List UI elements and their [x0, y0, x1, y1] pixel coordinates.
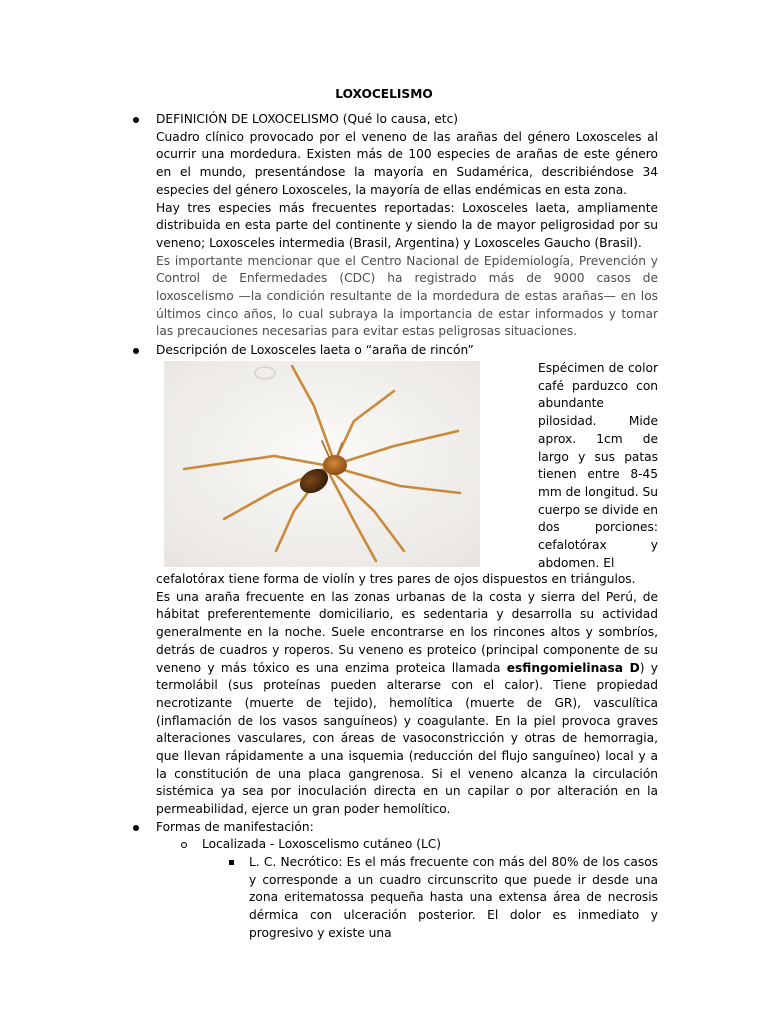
document-title: LOXOCELISMO — [335, 87, 433, 101]
necrotic-form-text: L. C. Necrótico: Es el más frecuente con más del 80% de los casos y corresponde a un cuadro circunscrito que puede ir desde una zona eritematossa pequeña hasta una extensa área de necrosis dérmica con ulceración posterior. El dolor es inmediato y progresivo y existe una — [249, 855, 658, 940]
bullet-circle — [181, 842, 187, 848]
definition-paragraph-2: Hay tres especies más frecuentes reportadas: Loxosceles laeta, ampliamente distribuida en esta parte del continente y siendo la de mayor peligrosidad por su veneno; Loxosceles intermedia (Brasil, Argentina) y Loxosceles Gaucho (Brasil). — [156, 200, 658, 250]
spider-icon — [164, 361, 480, 567]
habitat-paragraph — [156, 589, 658, 819]
definition-paragraph-1: Cuadro clínico provocado por el veneno de las arañas del género Loxosceles al ocurrir una mordedura. Existen más de 100 especies de arañas de este género en el mundo, presentándose la mayoría en Sudamérica, describiéndose 34 especies del género Loxosceles, la mayoría de ellas endémicas en esta zona. — [156, 129, 658, 197]
definition-paragraph-3: Es importante mencionar que el Centro Nacional de Epidemiología, Prevención y Control de Enfermedades (CDC) ha registrado más de 9000 casos de loxoscelismo —la condición resultante de la mordedura de estas arañas— en los últimos cinco años, lo cual subraya la importancia de estar informados y tomar las precauciones necesarias para evitar estas peligrosas situaciones. — [156, 253, 658, 339]
bullet-dot — [133, 117, 139, 123]
description-continuation — [156, 571, 658, 819]
definition-section — [156, 111, 658, 341]
enzyme-name: esfingomielinasa D — [506, 660, 640, 675]
forms-heading: Formas de manifestación: — [156, 820, 314, 834]
habitat-text-a: Es una araña frecuente en las zonas urbanas de la costa y sierra del Perú, de hábitat preferentemente domiciliario, es sedentaria y desarrolla su actividad generalmente en la noche. Suele encontrarse en los rincones altos y sombríos, detrás de cuadros y roperos. Su veneno es proteico (principal componente de su veneno y más tóxico es una enzima proteica llamada — [156, 589, 658, 675]
bullet-square — [229, 860, 234, 865]
bullet-dot — [133, 825, 139, 831]
specimen-description: Espécimen de color café parduzco con abundante pilosidad. Mide aprox. 1cm de largo y sus patas tienen entre 8-45 mm de longitud. Su cuerpo se divide en dos porciones: cefalotórax y abdomen. El — [538, 361, 658, 570]
definition-heading: DEFINICIÓN DE LOXOCELISMO (Qué lo causa, etc) — [156, 112, 459, 126]
image-continuation-text: cefalotórax tiene forma de violín y tres pares de ojos dispuestos en triángulos. — [156, 572, 636, 586]
bullet-dot — [133, 348, 139, 354]
description-heading: Descripción de Loxosceles laeta o “araña de rincón” — [156, 343, 474, 357]
spider-image — [164, 361, 480, 567]
localized-form-heading: Localizada - Loxoscelismo cutáneo (LC) — [202, 837, 442, 851]
habitat-text-b: ) y termolábil (sus proteínas pueden alterarse con el calor). Tiene propiedad necrotizante (muerte de tejido), hemolítica (muerte de GR), vasculítica (inflamación de los vasos sanguíneos) y coagulante. En la piel provoca graves alteraciones vasculares, con áreas de vasoconstricción y otras de hemorragia, que llevan rápidamente a una isquemia (reducción del flujo sanguíneo) local y a la constitución de una placa gangrenosa. Si el veneno alcanza la circulación sistémica ya sea por inoculación directa en un capilar o por alteración en la permeabilidad, ejerce un gran poder hemolítico. — [156, 660, 658, 817]
